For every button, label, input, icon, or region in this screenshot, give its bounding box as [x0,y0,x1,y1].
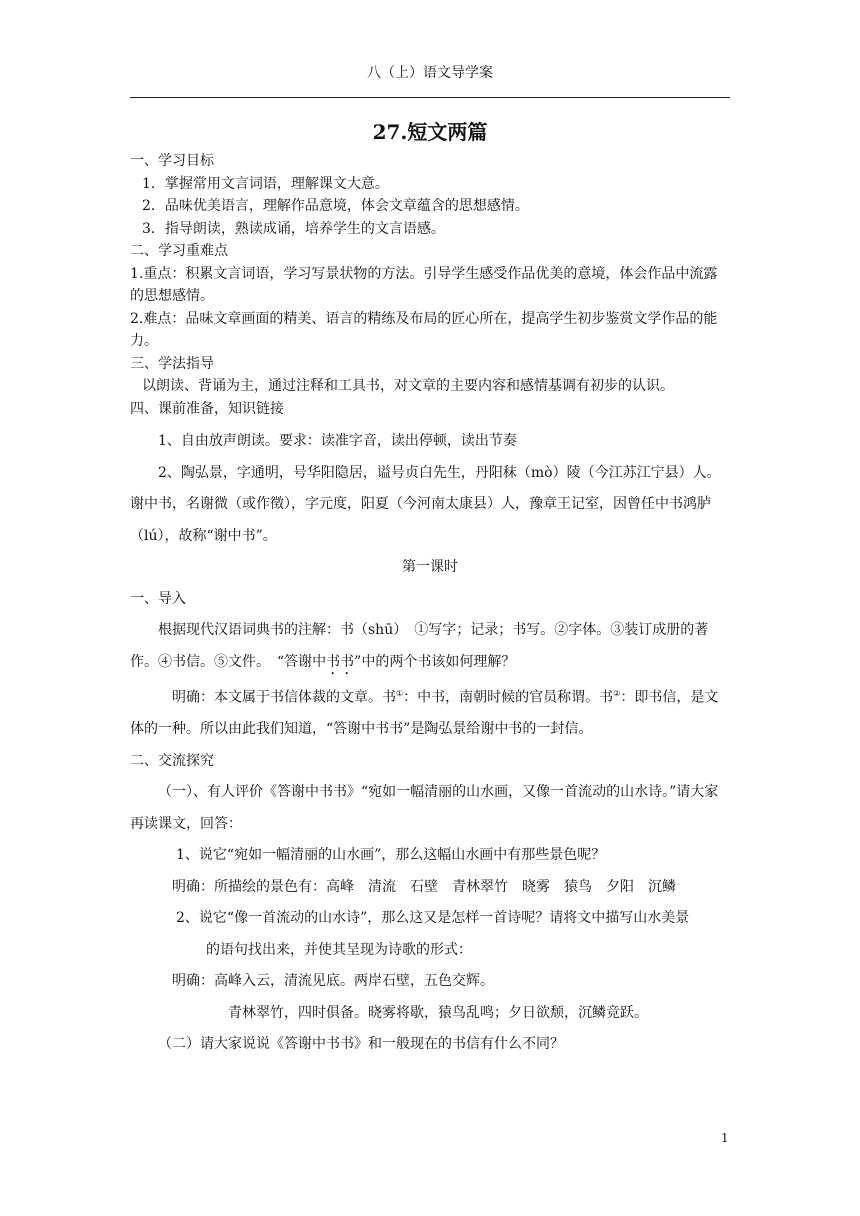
goal-item-3: 3．指导朗读，熟读成诵，培养学生的文言语感。 [142,220,445,237]
goal-item-1: 1．掌握常用文言词语，理解课文大意。 [142,175,389,192]
document-body [130,150,730,1061]
header-rule [130,97,730,98]
clarify-paragraph: 明确：本文属于书信体裁的文章。书①：中书，南朝时候的官员称谓。书②：即书信，是文体的一种。所以由此我们知道，“答谢中书书”是陶弘景给谢中书的一封信。 [130,689,719,738]
section-heading-method: 三、学法指导 [130,355,214,372]
section-heading-keypoints: 二、学习重难点 [130,243,228,259]
answer-1-2-line2: 青林翠竹，四时俱备。晓雾将歇，猿鸟乱鸣；夕日欲颓，沉鳞竞跃。 [228,1004,648,1021]
prep-item-1: 1、自由放声朗读。要求：读准字音，读出停顿，读出节奏 [158,433,517,449]
lesson-part-intro: 一、导入 [130,590,186,607]
question-1-1: 1、说它“宛如一幅清丽的山水画”，那么这幅山水画中有那些景色呢？ [176,847,606,864]
section-heading-goals: 一、学习目标 [130,153,214,169]
page-number: 1 [721,1131,729,1145]
keypoint-focus: 1.重点：积累文言词语，学习写景状物的方法。引导学生感受作品优美的意境，体会作品中流露的思想感情。 [130,265,718,304]
intro-paragraph: 根据现代汉语词典书的注解：书（shū） ①写字；记录；书写。②字体。③装订成册的著作。④书信。⑤文件。 “答谢中书书”中的两个书该如何理解？ [130,622,709,670]
page-title: 27.短文两篇 [372,120,488,144]
answer-1-2-line1: 明确：高峰入云，清流见底。两岸石壁，五色交辉。 [172,973,494,990]
question-2: （二）请大家说说《答谢中书书》和一般现在的书信有什么不同？ [158,1036,564,1053]
page-header: 八（上）语文导学案 [367,65,493,81]
method-paragraph: 以朗读、背诵为主，通过注释和工具书，对文章的主要内容和感情基调有初步的认识。 [142,378,674,394]
answer-1-1: 明确：所描绘的景色有：高峰 清流 石壁 青林翠竹 晓雾 猿鸟 夕阳 沉鳞 [172,878,676,895]
question-1: （一）、有人评价《答谢中书书》“宛如一幅清丽的山水画，又像一首流动的山水诗。”请大家再读课文，回答： [130,784,719,832]
goal-item-2: 2．品味优美语言，理解作品意境，体会文章蕴含的思想感情。 [142,198,529,214]
keypoint-difficulty: 2.难点：品味文章画面的精美、语言的精练及布局的匠心所在，提高学生初步鉴赏文学作品的能力。 [130,310,718,349]
section-heading-prep: 四、课前准备，知识链接 [130,400,284,417]
question-1-2: 2、说它“像一首流动的山水诗”，那么这又是怎样一首诗呢？请将文中描写山水美景 [176,910,690,927]
lesson-heading: 第一课时 [402,559,458,575]
prep-item-2: 2、陶弘景，字通明，号华阳隐居，谥号贞白先生，丹阳秣（mò）陵（今江苏江宁县）人。谢中书，名谢微（或作徵），字元度，阳夏（今河南太康县）人，豫章王记室，因曾任中书鸿胪（lú），故称“谢中书”。 [130,464,721,544]
question-1-2-cont: 的语句找出来，并使其呈现为诗歌的形式： [206,941,472,958]
lesson-part-explore: 二、交流探究 [130,752,214,769]
